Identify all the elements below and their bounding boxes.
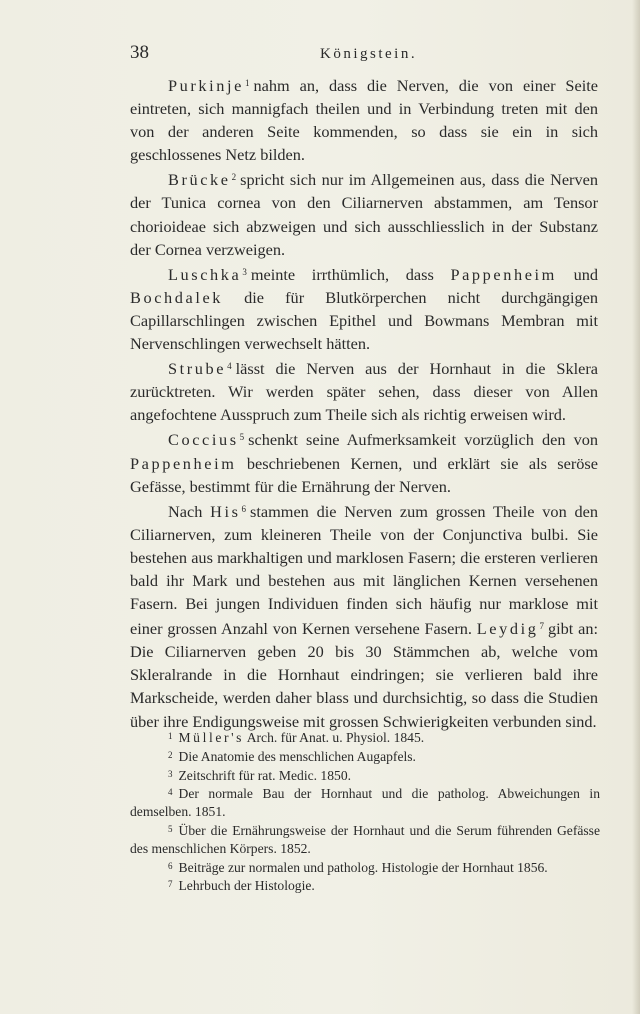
footnote-number: 2 <box>168 749 173 760</box>
footnote-text: Beiträge zur normalen und patholog. Histologie der Hornhaut 1856. <box>178 859 548 875</box>
footnote-text: Der normale Bau der Hornhaut und die patholog. Abweichungen in demselben. 1851. <box>130 786 600 820</box>
footnote-number: 1 <box>168 731 173 741</box>
footnote-text: Arch. für Anat. u. Physiol. 1845. <box>246 730 425 745</box>
paragraph-luschka <box>130 261 598 355</box>
author-name: Purkinje <box>168 76 244 95</box>
paragraph-his <box>130 498 598 733</box>
footnote-item <box>130 858 600 877</box>
footnote-ref: 4 <box>227 361 232 372</box>
footnote-ref: 7 <box>539 621 544 632</box>
footnote-number: 5 <box>168 823 173 834</box>
author-name: Strube <box>168 359 227 379</box>
paragraph-coccius <box>130 426 598 497</box>
footnote-item <box>130 784 600 821</box>
footnote-ref: 5 <box>239 432 245 443</box>
footnote-text: Zeitschrift für rat. Medic. 1850. <box>178 767 352 783</box>
cited-name: Leydig <box>476 619 539 639</box>
paragraph-text: lässt die Nerven aus der Hornhaut in die Sklera zurücktreten. Wir werden später sehen, dass dieser von Allen angefochtene Ausspruch zum Theile sich als richtig erweisen wird. <box>130 359 598 425</box>
paragraph-text: Nach <box>168 501 203 521</box>
footnote-number: 6 <box>168 860 173 871</box>
paragraph-text: spricht sich nur im Allgemeinen aus, dass die Nerven der Tunica cornea von den Ciliarnerven abstammen, am Tensor chorioideae sich abzweigen und sich ausschliesslich in der Substanz der Cornea verzweigen. <box>130 170 598 259</box>
paragraph-text: schenkt seine Aufmerksamkeit vorzüglich den von <box>248 430 598 450</box>
footnote-item <box>130 766 600 785</box>
footnote-text: Die Anatomie des menschlichen Augapfels. <box>178 748 416 764</box>
paragraph-text: gibt an: Die Ciliarnerven geben 20 bis 30 Stämmchen ab, welche vom Skleralrande in die Hornhaut eindringen; sie verlieren bald ihre Markscheide, werden daher blass und durchsichtig, so dass die Studien über ihre Endigungsweise mit grossen Schwierigkeiten verbunden sind. <box>130 619 598 731</box>
footnote-item <box>130 821 600 858</box>
footnote-item <box>130 728 600 747</box>
footnote-number: 3 <box>168 768 173 779</box>
footnote-text: Über die Ernährungsweise der Hornhaut und die Serum führenden Gefässe des menschlichen Körpers. 1852. <box>130 822 600 856</box>
paragraph-text: und <box>573 264 598 284</box>
page-header <box>130 42 600 66</box>
footnote-ref: 2 <box>231 172 237 183</box>
body-text <box>130 72 598 733</box>
footnotes <box>130 728 600 895</box>
paragraph-text: beschriebenen Kernen, und erklärt sie als seröse Gefässe, bestimmt für die Ernährung der Nerven. <box>130 453 598 496</box>
author-name: His <box>210 501 241 521</box>
footnote-item <box>130 747 600 766</box>
cited-name: Pappenheim <box>130 453 237 473</box>
page-edge-shadow <box>632 0 640 1014</box>
footnote-text: Lehrbuch der Histologie. <box>178 878 315 894</box>
footnote-item <box>130 876 600 895</box>
paragraph-text: nahm an, dass die Nerven, die von einer Seite eintreten, sich mannigfach theilen und in Verbindung treten mit den von der anderen Seite kommenden, so dass sie ein in sich geschlossenes Netz bilden. <box>130 76 598 165</box>
author-name: Luschka <box>168 264 242 284</box>
paragraph-text: stammen die Nerven zum grossen Theile von den Ciliarnerven, zum kleineren Theile von der Conjunctiva bulbi. Sie bestehen aus markhaltigen und marklosen Fasern; die ersteren verlieren bald ihr Mark und bestehen aus mit länglichen Kernen versehenen Fasern. Bei jungen Individuen finden sich häufig nur marklose mit einer grossen Anzahl von Kernen versehene Fasern. <box>130 501 598 639</box>
footnote-ref: 1 <box>244 78 250 88</box>
footnote-ref: 6 <box>241 503 247 514</box>
page-number: 38 <box>130 42 149 63</box>
paragraph-bruecke <box>130 166 598 260</box>
paragraph-text: die für Blutkörperchen nicht durchgängigen Capillarschlingen zwischen Epithel und Bowmans Membran mit Nervenschlingen verwechselt hätten. <box>130 287 598 354</box>
footnote-number: 4 <box>168 787 173 798</box>
author-name: Brücke <box>168 170 231 190</box>
cited-name: Pappenheim <box>450 264 557 284</box>
footnote-ref: 3 <box>242 266 247 277</box>
paragraph-strube <box>130 355 598 426</box>
paragraph-text: meinte irrthümlich, dass <box>250 264 434 284</box>
author-name: Coccius <box>168 430 239 450</box>
footnote-number: 7 <box>168 879 173 890</box>
paragraph-purkinje <box>130 72 598 166</box>
running-head: Königstein. <box>320 46 418 62</box>
cited-name: Müller's <box>178 730 245 745</box>
cited-name: Bochdalek <box>130 287 224 307</box>
